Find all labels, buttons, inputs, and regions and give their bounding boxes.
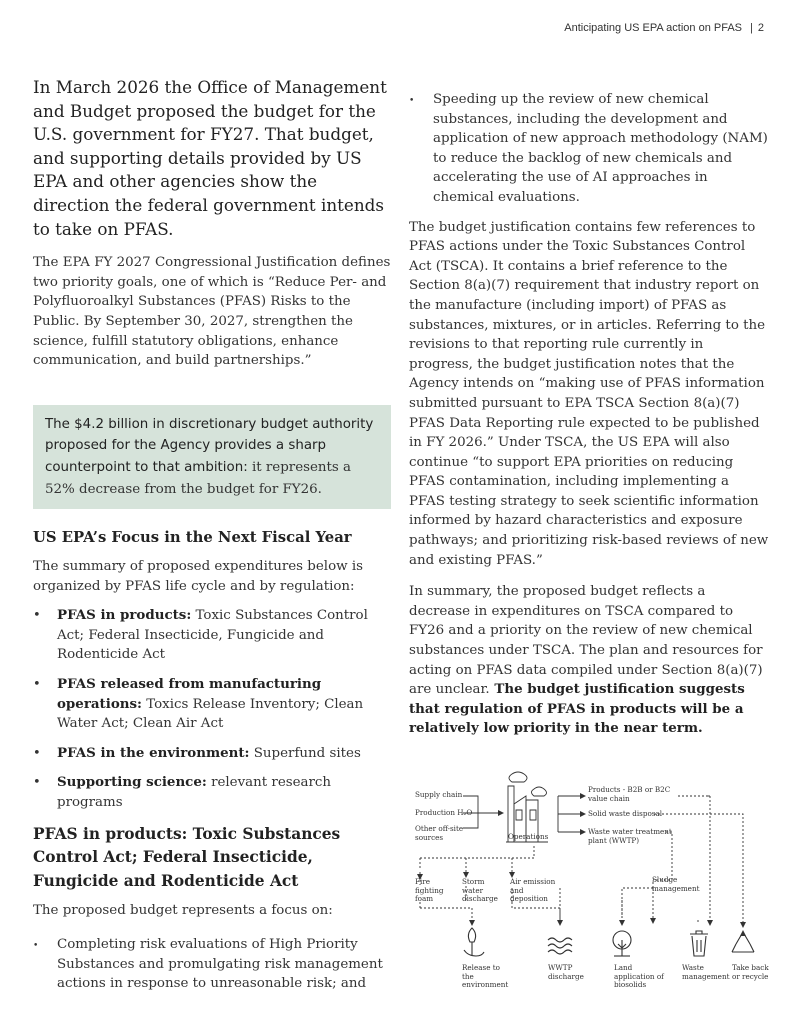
list-item-label: Supporting science: — [57, 774, 207, 791]
tree-icon — [613, 931, 631, 956]
section-heading-products: PFAS in products: Toxic Substances Control Act; Federal Insecticide, Fungicide and Rodenticide Act — [33, 824, 341, 890]
page-number: 2 — [757, 22, 764, 34]
list-item-text: Superfund sites — [249, 745, 361, 761]
list-item-label: PFAS in the environment: — [57, 744, 250, 761]
focus-list-continued — [409, 90, 769, 208]
expenditure-list — [33, 606, 393, 812]
release-fire-foam: Fire fighting foam — [415, 877, 444, 904]
list-item: • Completing risk evaluations of High Priority Substances and promulgating risk management actions in response to unreasonable risk; and — [33, 935, 393, 994]
callout-soft-text: it represents a 52% decrease from the budget for FY26. — [45, 459, 352, 497]
end-waste-management: Waste management — [682, 963, 730, 981]
output-solid-waste: Solid waste disposal — [588, 809, 663, 818]
callout-box — [33, 405, 391, 509]
list-item-label: PFAS released from manufacturing operations: — [57, 676, 322, 712]
input-off-site-sources: Other off-site sources — [415, 824, 464, 842]
operations-label: Operations — [508, 832, 549, 841]
section2-intro: The proposed budget represents a focus on: — [33, 903, 333, 919]
lead-paragraph: In March 2026 the Office of Management and Budget proposed the budget for the U.S. government for FY27. That budget, and supporting details provided by US EPA and other agencies show the direction the federal government intends to take on PFAS. — [33, 77, 387, 239]
release-air-emission: Air emission and deposition — [510, 877, 556, 904]
end-wwtp-discharge: WWTP discharge — [548, 963, 584, 981]
list-item-text: relevant research programs — [57, 775, 332, 811]
input-production-water: Production H₂O — [415, 808, 473, 817]
end-release-environment: Release to the environment — [462, 963, 509, 990]
water-waves-icon — [548, 938, 572, 954]
output-products: Products - B2B or B2C value chain — [588, 785, 671, 803]
sludge-management: Sludge management — [652, 875, 700, 893]
section-heading-focus: US EPA’s Focus in the Next Fiscal Year — [33, 529, 352, 547]
list-item — [33, 773, 393, 812]
list-item-text: Toxics Release Inventory; Clean Water Act; Clean Air Act — [57, 696, 364, 732]
summary-paragraph — [409, 582, 769, 739]
list-item — [33, 675, 393, 734]
recycle-icon — [732, 930, 754, 952]
trash-can-icon — [690, 931, 708, 956]
release-storm-water: Storm water discharge — [462, 877, 498, 904]
list-item — [33, 606, 393, 665]
callout-strong-text: The $4.2 billion in discretionary budget authority proposed for the Agency provides a sharp counterpoint to that ambition: — [45, 416, 374, 475]
summary-text: In summary, the proposed budget reflects a decrease in expenditures on TSCA compared to FY26 and a priority on the review of new chemical substances under TSCA. The plan and resources for acting on PFAS data compiled under Section 8(a)(7) are unclear. — [409, 584, 763, 698]
list-item — [33, 744, 393, 764]
focus-list — [33, 935, 393, 994]
end-land-application: Land application of biosolids — [614, 963, 664, 990]
left-column — [33, 76, 393, 1004]
header-separator: | — [750, 22, 753, 34]
running-header-title: Anticipating US EPA action on PFAS — [564, 22, 743, 34]
list-item: • Speeding up the review of new chemical substances, including the development and application of new approach methodology (NAM) to reduce the backlog of new chemicals and accelerating the use of AI approaches in chemical evaluations. — [409, 90, 769, 208]
list-item-label: PFAS in products: — [57, 607, 192, 624]
output-wwtp: Waste water treatment plant (WWTP) — [588, 827, 672, 845]
section-intro: The summary of proposed expenditures below is organized by PFAS life cycle and by regulation: — [33, 559, 364, 594]
list-item-text: Toxic Substances Control Act; Federal Insecticide, Fungicide and Rodenticide Act — [57, 608, 368, 663]
input-supply-chain: Supply chain — [415, 790, 463, 799]
pfas-lifecycle-diagram — [408, 770, 780, 1000]
leaf-hand-icon — [464, 928, 484, 956]
right-column — [409, 90, 769, 739]
intro-paragraph: The EPA FY 2027 Congressional Justification defines two priority goals, one of which is “Reduce Per- and Polyfluoroalkyl Substances (PFAS) Risks to the Public. By September 30, 2027, strengthen the science, fulfill statutory obligations, enhance communication, and build partnerships.” — [33, 255, 391, 369]
tsca-paragraph: The budget justification contains few references to PFAS actions under the Toxic Substances Control Act (TSCA). It contains a brief reference to the Section 8(a)(7) requirement that industry report on the manufacture (including import) of PFAS as substances, mixtures, or in articles. Referring to the revisions to that reporting rule currently in progress, the budget justification notes that the Agency intends on “making use of PFAS information submitted pursuant to EPA TSCA Section 8(a)(7) PFAS Data Reporting rule expected to be published in FY 2026.” Under TSCA, the US EPA will also continue “to support EPA priorities on reducing PFAS contamination, including implementing a PFAS testing strategy to seek scientific information informed by hazard characteristics and exposure pathways; and prioritizing risk-based reviews of new and existing PFAS.” — [409, 219, 769, 568]
running-header — [564, 22, 764, 34]
end-take-back: Take back or recycle — [732, 963, 769, 981]
summary-bold-text: The budget justification suggests that regulation of PFAS in products will be a relatively low priority in the near term. — [409, 681, 745, 737]
